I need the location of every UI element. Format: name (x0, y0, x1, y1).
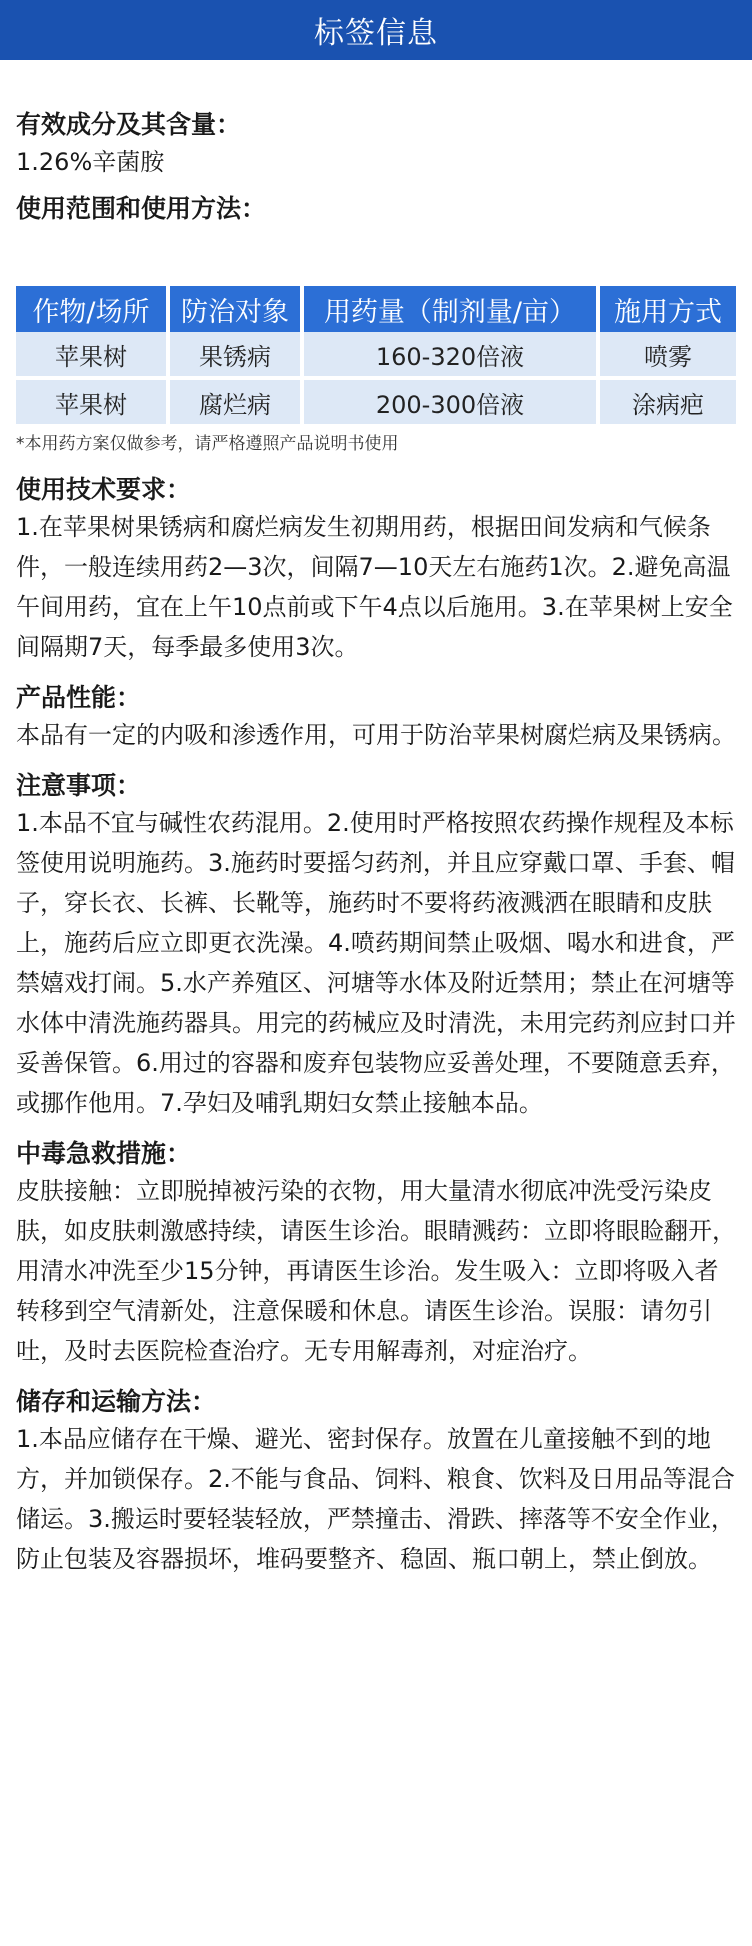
caution-text: 1.本品不宜与碱性农药混用。2.使用时严格按照农药操作规程及本标签使用说明施药。3.施药时要摇匀药剂，并且应穿戴口罩、手套、帽子，穿长衣、长裤、长靴等，施药时不要将药液溅洒在眼睛和皮肤上，施药后应立即更衣洗澡。4.喷药期间禁止吸烟、喝水和进食，严禁嬉戏打闹。5.水产养殖区、河塘等水体及附近禁用；禁止在河塘等水体中清洗施药器具。用完的药械应及时清洗，未用完药剂应封口并妥善保管。6.用过的容器和废弃包装物应妥善处理，不要随意丢弃，或挪作他用。7.孕妇及哺乳期妇女禁止接触本品。 (16, 809, 736, 1117)
table-header-cell: 防治对象 (170, 286, 300, 332)
performance-title: 产品性能： (16, 683, 142, 712)
usage-section (16, 192, 736, 226)
table-cell: 160-320倍液 (304, 332, 596, 380)
caution-title: 注意事项： (16, 771, 142, 800)
storage-section (16, 1385, 736, 1579)
table-cell: 腐烂病 (170, 380, 300, 424)
ingredient-title: 有效成分及其含量： (16, 110, 242, 139)
table-header-cell: 用药量（制剂量/亩） (304, 286, 596, 332)
table-cell: 喷雾 (600, 332, 736, 380)
table-cell: 果锈病 (170, 332, 300, 380)
table-row (16, 380, 736, 424)
table-header-row (16, 286, 736, 332)
table-cell: 苹果树 (16, 332, 166, 380)
table-header-cell: 施用方式 (600, 286, 736, 332)
performance-section (16, 681, 736, 755)
table-header-cell: 作物/场所 (16, 286, 166, 332)
usage-title: 使用范围和使用方法： (16, 194, 267, 223)
label-content (0, 108, 752, 1579)
header-bar (0, 0, 752, 60)
firstaid-text: 皮肤接触：立即脱掉被污染的衣物，用大量清水彻底冲洗受污染皮肤，如皮肤刺激感持续，请医生诊治。眼睛溅药：立即将眼睑翻开，用清水冲洗至少15分钟，再请医生诊治。发生吸入：立即将吸入者转移到空气清新处，注意保暖和休息。请医生诊治。误服：请勿引吐，及时去医院检查治疗。无专用解毒剂，对症治疗。 (16, 1177, 736, 1365)
table-cell: 200-300倍液 (304, 380, 596, 424)
firstaid-title: 中毒急救措施： (16, 1139, 192, 1168)
caution-section (16, 769, 736, 1123)
ingredient-text: 1.26%辛菌胺 (16, 148, 165, 176)
table-note: *本用药方案仅做参考，请严格遵照产品说明书使用 (16, 434, 399, 454)
table-row (16, 332, 736, 380)
tech-title: 使用技术要求： (16, 475, 192, 504)
ingredient-section (16, 108, 736, 182)
table-cell: 苹果树 (16, 380, 166, 424)
performance-text: 本品有一定的内吸和渗透作用，可用于防治苹果树腐烂病及果锈病。 (16, 721, 736, 749)
tech-text: 1.在苹果树果锈病和腐烂病发生初期用药，根据田间发病和气候条件，一般连续用药2—3次，间隔7—10天左右施药1次。2.避免高温午间用药，宜在上午10点前或下午4点以后施用。3.在苹果树上安全间隔期7天，每季最多使用3次。 (16, 513, 733, 661)
firstaid-section (16, 1137, 736, 1371)
tech-section (16, 473, 736, 667)
page-title: 标签信息 (314, 16, 438, 51)
table-cell: 涂病疤 (600, 380, 736, 424)
usage-table (12, 286, 740, 424)
storage-text: 1.本品应储存在干燥、避光、密封保存。放置在儿童接触不到的地方，并加锁保存。2.不能与食品、饲料、粮食、饮料及日用品等混合储运。3.搬运时要轻装轻放，严禁撞击、滑跌、摔落等不安全作业，防止包装及容器损坏，堆码要整齐、稳固、瓶口朝上，禁止倒放。 (16, 1425, 735, 1573)
storage-title: 储存和运输方法： (16, 1387, 217, 1416)
